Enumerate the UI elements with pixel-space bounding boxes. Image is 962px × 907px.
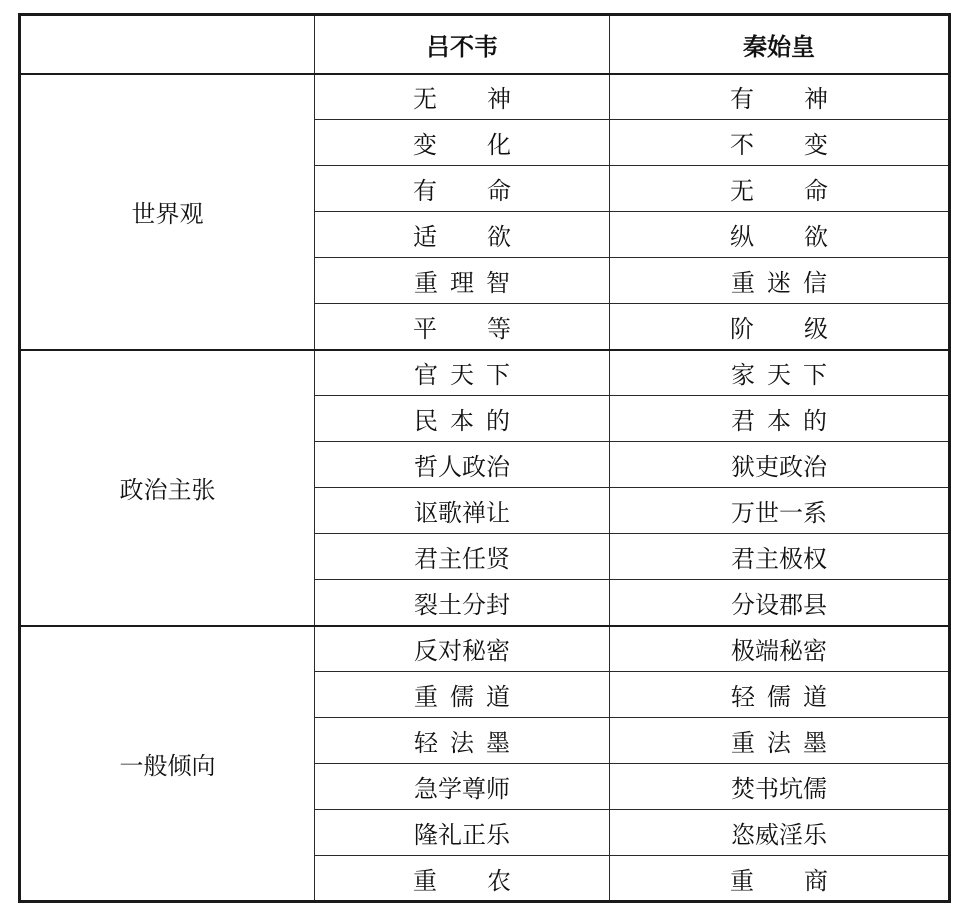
group-label-cell: [20, 626, 315, 902]
qin-shihuang-cell: [610, 396, 950, 442]
qin-shihuang-cell-text: 君 本 的: [731, 407, 827, 435]
header-lu-buwei: 吕不韦: [315, 15, 610, 74]
lu-buwei-cell-text: 重 农: [413, 866, 511, 895]
qin-shihuang-cell: [610, 856, 950, 902]
group-label-cell: [20, 74, 315, 350]
lu-buwei-cell: [315, 580, 610, 626]
qin-shihuang-cell: [610, 580, 950, 626]
lu-buwei-cell: [315, 626, 610, 672]
qin-shihuang-cell-text: 轻 儒 道: [731, 683, 827, 711]
lu-buwei-cell-text: 无 神: [413, 85, 511, 114]
qin-shihuang-cell-text: 焚书坑儒: [731, 775, 827, 803]
lu-buwei-cell: [315, 718, 610, 764]
qin-shihuang-cell: [610, 764, 950, 810]
lu-buwei-cell: [315, 120, 610, 166]
group-label-cell-text: 政治主张: [119, 476, 216, 504]
lu-buwei-cell: [315, 350, 610, 396]
qin-shihuang-cell: [610, 120, 950, 166]
qin-shihuang-cell-text: 重 迷 信: [731, 269, 827, 297]
lu-buwei-cell: [315, 74, 610, 120]
qin-shihuang-cell-text: 无 命: [730, 177, 828, 205]
qin-shihuang-cell: [610, 672, 950, 718]
qin-shihuang-cell-text: 有 神: [730, 85, 828, 114]
group-label-cell-text: 世界观: [131, 200, 204, 228]
qin-shihuang-cell-text: 极端秘密: [731, 637, 827, 666]
qin-shihuang-cell-text: 纵 欲: [730, 223, 828, 251]
lu-buwei-cell: [315, 672, 610, 718]
lu-buwei-cell-text: 反对秘密: [414, 637, 510, 666]
lu-buwei-cell: [315, 212, 610, 258]
lu-buwei-cell: [315, 258, 610, 304]
table-row: [20, 74, 950, 120]
lu-buwei-cell-text: 有 命: [413, 177, 511, 205]
group-label-cell-text: 一般倾向: [119, 751, 216, 780]
lu-buwei-cell: [315, 488, 610, 534]
qin-shihuang-cell-text: 重 商: [730, 866, 828, 895]
qin-shihuang-cell: [610, 718, 950, 764]
lu-buwei-cell: [315, 856, 610, 902]
qin-shihuang-cell: [610, 350, 950, 396]
lu-buwei-cell: [315, 396, 610, 442]
table-body: [20, 74, 950, 902]
qin-shihuang-cell-text: 恣威淫乐: [731, 821, 827, 849]
lu-buwei-cell: [315, 304, 610, 350]
qin-shihuang-cell: [610, 304, 950, 350]
qin-shihuang-cell: [610, 626, 950, 672]
lu-buwei-cell-text: 轻 法 墨: [414, 729, 510, 757]
lu-buwei-cell-text: 重 理 智: [414, 269, 510, 297]
qin-shihuang-cell: [610, 166, 950, 212]
lu-buwei-cell-text: 哲人政治: [414, 453, 510, 481]
qin-shihuang-cell-text: 阶 级: [730, 314, 828, 343]
lu-buwei-cell: [315, 442, 610, 488]
lu-buwei-cell-text: 重 儒 道: [414, 683, 510, 711]
qin-shihuang-cell-text: 不 变: [730, 131, 828, 159]
lu-buwei-cell-text: 变 化: [413, 131, 511, 159]
lu-buwei-cell-text: 适 欲: [413, 223, 511, 251]
header-qin-shihuang: 秦始皇: [610, 15, 950, 74]
qin-shihuang-cell-text: 家 天 下: [731, 361, 827, 390]
qin-shihuang-cell: [610, 258, 950, 304]
lu-buwei-cell-text: 讴歌禅让: [414, 499, 510, 527]
qin-shihuang-cell-text: 分设郡县: [731, 590, 827, 619]
group-label-cell: [20, 350, 315, 626]
qin-shihuang-cell: [610, 488, 950, 534]
table-row: [20, 626, 950, 672]
lu-buwei-cell-text: 官 天 下: [414, 361, 510, 390]
lu-buwei-cell: [315, 764, 610, 810]
comparison-table: [18, 13, 951, 903]
lu-buwei-cell-text: 隆礼正乐: [414, 821, 510, 849]
lu-buwei-cell-text: 民 本 的: [414, 407, 510, 435]
qin-shihuang-cell-text: 重 法 墨: [731, 729, 827, 757]
header-row: [20, 15, 950, 74]
qin-shihuang-cell: [610, 74, 950, 120]
qin-shihuang-cell: [610, 534, 950, 580]
lu-buwei-cell-text: 君主任贤: [414, 545, 510, 573]
lu-buwei-cell-text: 裂土分封: [414, 590, 510, 619]
lu-buwei-cell-text: 平 等: [413, 314, 511, 343]
lu-buwei-cell: [315, 810, 610, 856]
qin-shihuang-cell-text: 狱吏政治: [731, 453, 827, 481]
qin-shihuang-cell-text: 万世一系: [731, 499, 827, 527]
qin-shihuang-cell: [610, 810, 950, 856]
qin-shihuang-cell-text: 君主极权: [731, 545, 827, 573]
header-corner-cell: [20, 15, 315, 74]
lu-buwei-cell: [315, 166, 610, 212]
qin-shihuang-cell: [610, 442, 950, 488]
lu-buwei-cell: [315, 534, 610, 580]
lu-buwei-cell-text: 急学尊师: [414, 775, 510, 803]
table-row: [20, 350, 950, 396]
qin-shihuang-cell: [610, 212, 950, 258]
